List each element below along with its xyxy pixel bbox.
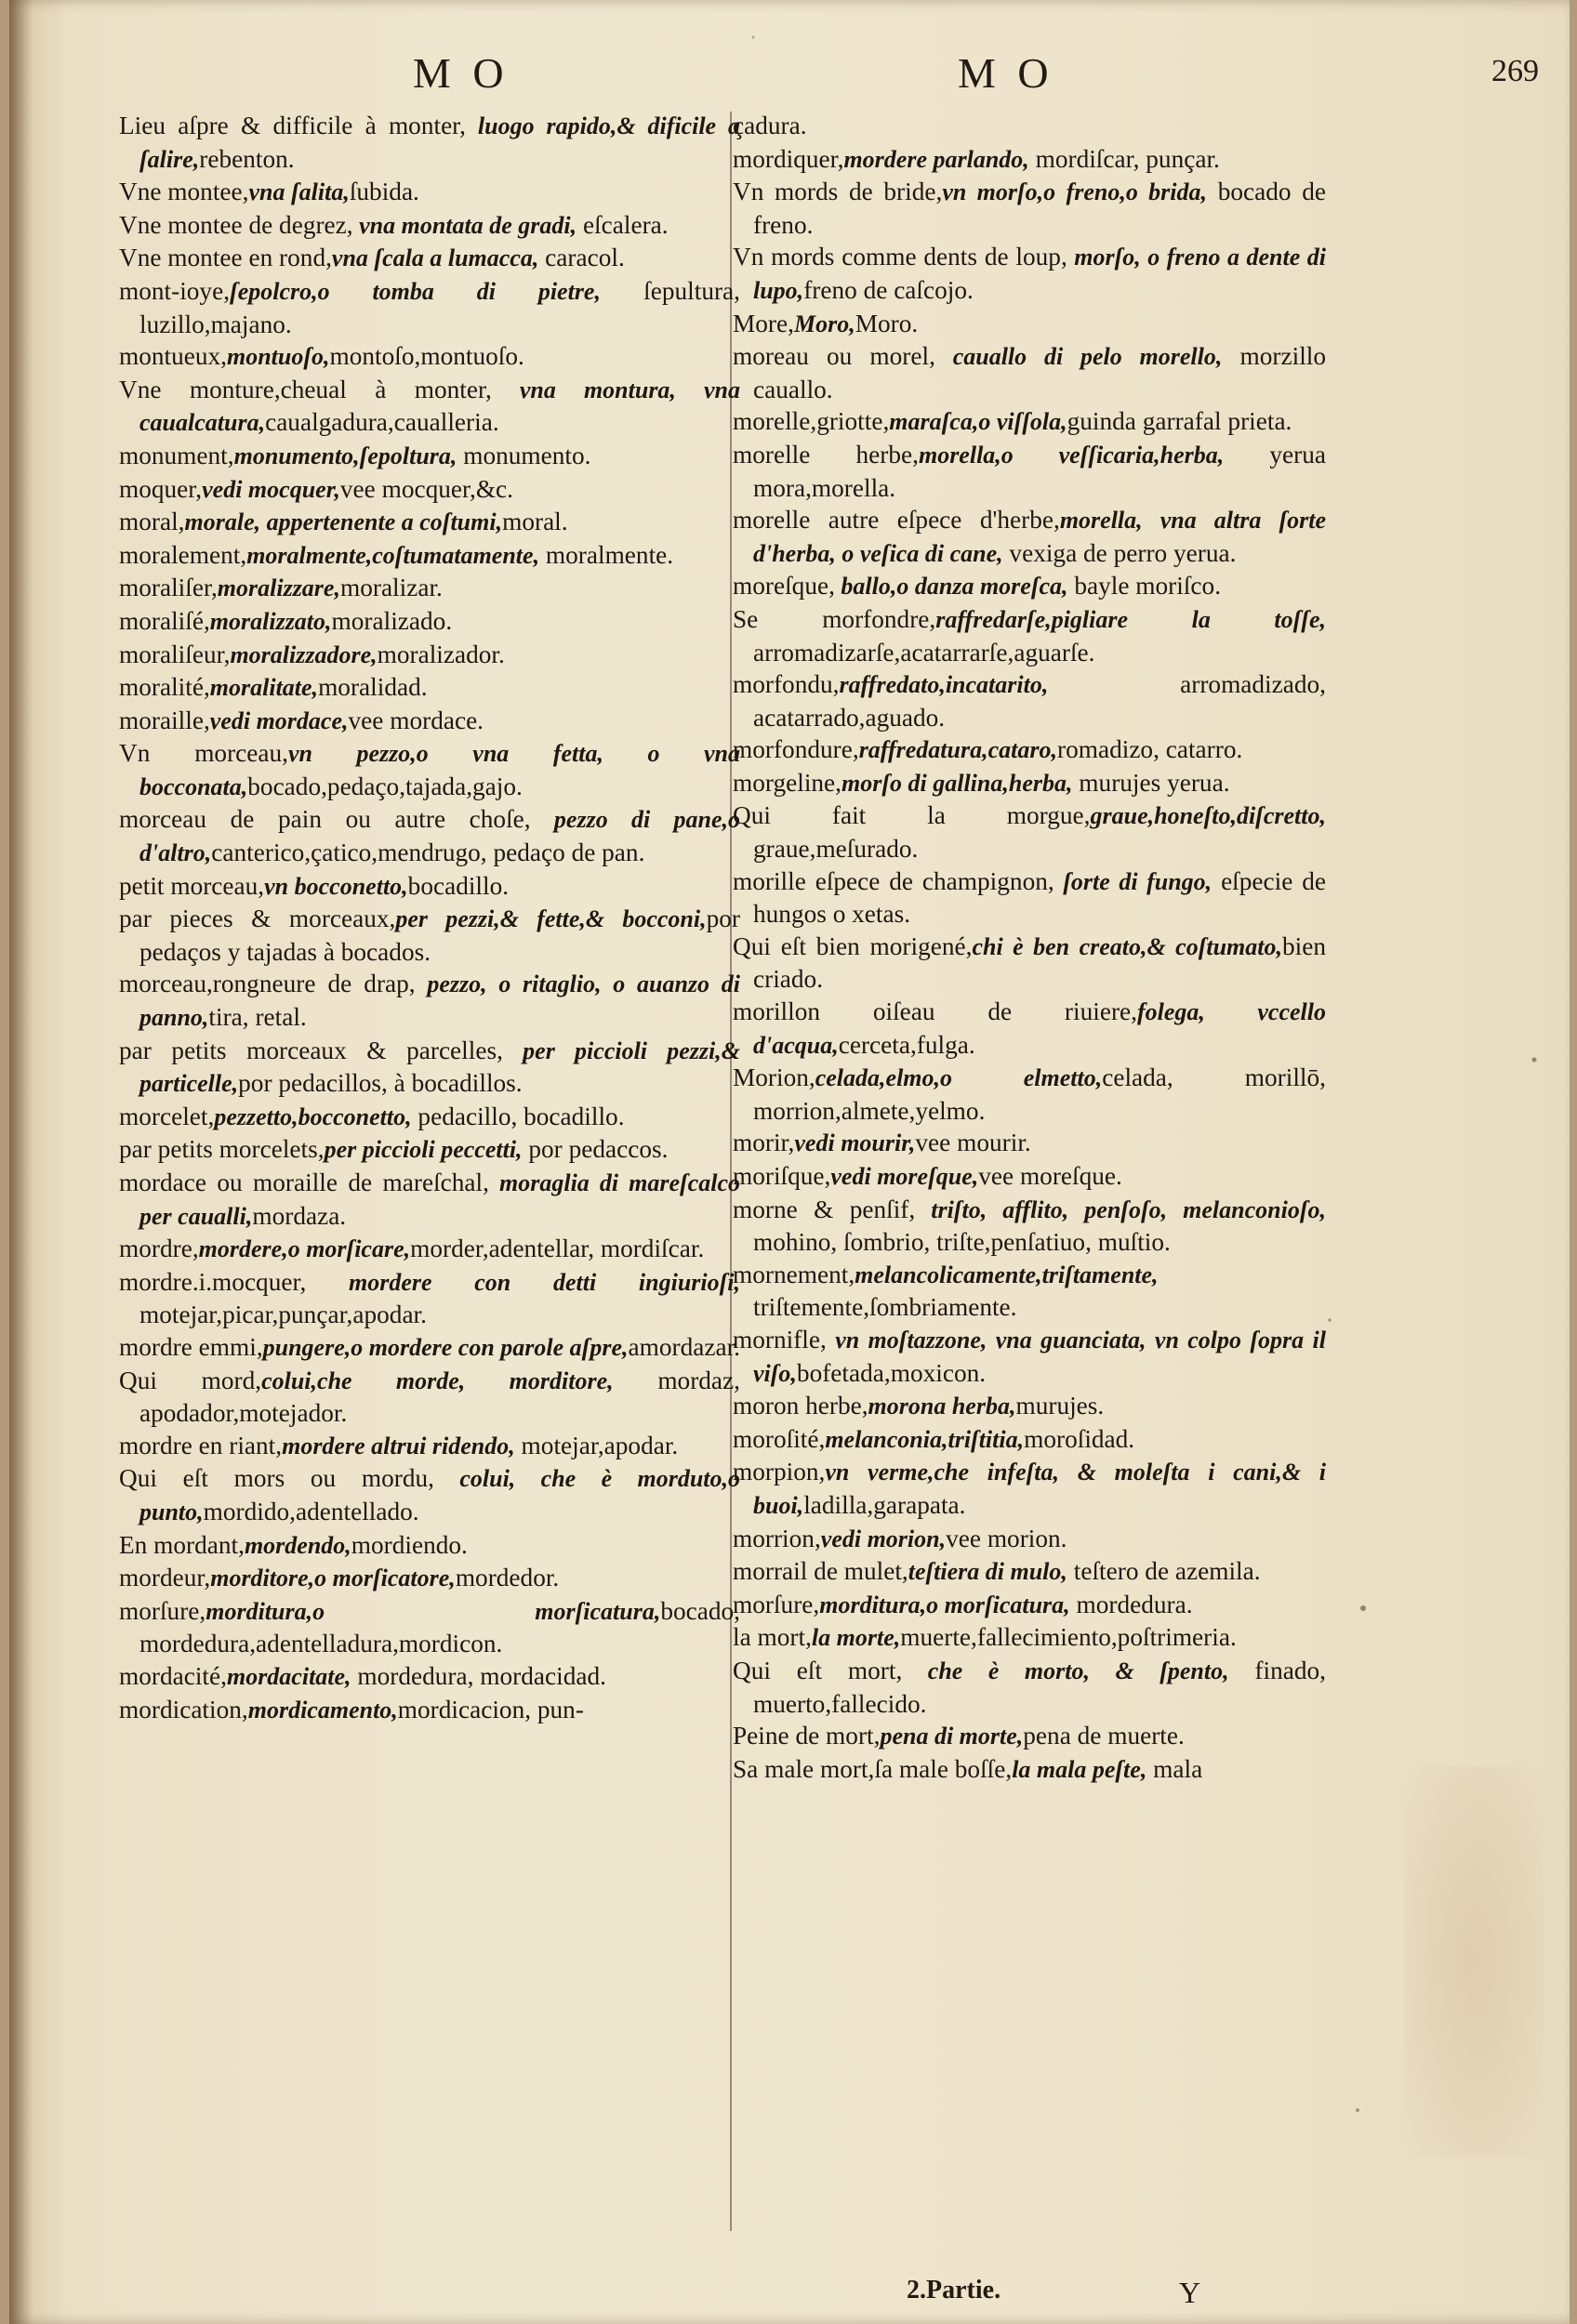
entry-italian: vedi mocquer, [202, 475, 340, 503]
dictionary-entry [119, 374, 740, 440]
entry-headword: moraliſer, [119, 574, 218, 602]
dictionary-entry [119, 1331, 740, 1365]
entry-headword: morille eſpece de champignon, [733, 866, 1054, 895]
entry-italian: vna montura, vna caualcatura, [139, 376, 740, 437]
entry-italian: vn moſtazzone, vna guanciata, vn colpo ſopra il viſo, [753, 1326, 1326, 1387]
entry-spanish: bien criado. [753, 931, 1326, 994]
entry-italian: moraglia di mareſcalco per caualli, [139, 1169, 740, 1230]
entry-spanish: arromadizado, acatarrado,aguado. [753, 670, 1326, 732]
entry-italian: ballo,o danza moreſca, [834, 573, 1068, 601]
entry-headword: Vn mords comme dents de loup, [733, 243, 1067, 271]
entry-spanish: bocado de freno. [753, 178, 1326, 239]
entry-italian: pezzo, o ritaglio, o auanzo di panno, [139, 971, 740, 1032]
entry-headword: la mort, [733, 1623, 812, 1652]
entry-headword: Qui fait la morgue, [733, 801, 1091, 830]
dictionary-entry [119, 968, 740, 1034]
entry-spanish: pena de muerte. [1023, 1722, 1185, 1750]
entry-spanish: moralizador. [377, 640, 505, 668]
entry-italian: la mala peſte, [1012, 1755, 1147, 1783]
entry-italian: vedi moreſque, [830, 1163, 979, 1190]
entry-spanish: morder,adentellar, mordiſcar. [410, 1235, 705, 1263]
entry-spanish: arromadizarſe,acatarrarſe,aguarſe. [753, 638, 1095, 667]
page-number: 269 [1491, 54, 1539, 88]
entry-italian: la morte, [811, 1624, 901, 1652]
entry-italian: mordere con detti ingiurioſi, [306, 1268, 740, 1296]
entry-spanish: por pedaccos. [522, 1135, 669, 1164]
entry-spanish: romadizo, catarro. [1057, 735, 1243, 764]
entry-italian: raffredarſe,pigliare la toſſe, [935, 605, 1326, 633]
dictionary-entry [733, 340, 1326, 405]
entry-spanish: cerceta,fulga. [838, 1030, 975, 1059]
dictionary-entry [733, 1160, 1326, 1194]
entry-italian: vn morſo,o freno,o brida, [942, 178, 1208, 206]
entry-spanish: finado, muerto,fallecido. [753, 1656, 1326, 1718]
entry-italian: vn pezzo,o vna fetta, o vna bocconata, [139, 740, 740, 800]
dictionary-entry [733, 1390, 1326, 1423]
entry-spanish: montoſo,montuoſo. [329, 342, 524, 371]
dictionary-entry [119, 506, 740, 539]
entry-italian: triſto, afflito, penſoſo, melanconioſo, [915, 1195, 1326, 1223]
entry-spanish: vee mourir. [915, 1129, 1031, 1157]
entry-spanish: mordiſcar, punçar. [1028, 144, 1220, 173]
dictionary-entry [733, 504, 1326, 570]
entry-headword: mordre.i.mocquer, [119, 1267, 307, 1296]
dictionary-entry [733, 1720, 1326, 1753]
entry-spanish: moral. [502, 508, 568, 536]
dictionary-entry [119, 1167, 740, 1233]
dictionary-entry [119, 1529, 740, 1563]
entry-italian: Moro, [793, 310, 855, 337]
entry-spanish: caracol. [538, 244, 625, 272]
entry-headword: Se morfondre, [733, 604, 936, 633]
entry-headword: Vne monture,cheual à monter, [119, 375, 492, 403]
entry-spanish: eſpecie de hungos o xetas. [753, 866, 1326, 929]
entry-spanish: mohino, ſombrio, triſte,penſatiuo, muſtio. [753, 1228, 1171, 1257]
dictionary-entry [733, 996, 1326, 1062]
entry-spanish: teſtero de azemila. [1067, 1557, 1261, 1586]
entry-headword: moralité, [119, 673, 210, 702]
entry-headword: petit morceau, [119, 871, 265, 900]
entry-headword: morelle herbe, [733, 440, 919, 469]
entry-headword: mornifle, [733, 1325, 827, 1353]
entry-spanish: moralidad. [318, 673, 428, 702]
dictionary-entry [119, 110, 740, 176]
entry-spanish: por pedaços y tajadas à bocados. [139, 905, 740, 966]
dictionary-entry [733, 1127, 1326, 1160]
dictionary-entry [733, 241, 1326, 307]
entry-headword: morcelet, [119, 1102, 215, 1130]
entry-italian: raffredatura,cataro, [858, 736, 1057, 764]
entry-headword: moral, [119, 508, 185, 536]
dictionary-entry [119, 803, 740, 869]
entry-spanish: vee mordace. [348, 706, 484, 734]
entry-italian: per piccioli peccetti, [324, 1136, 523, 1164]
dictionary-entry [119, 1660, 740, 1694]
dictionary-entry [733, 143, 1326, 177]
entry-headword: mordication, [119, 1695, 248, 1723]
entry-spanish: caualgadura,caualleria. [265, 408, 499, 437]
dictionary-entry [733, 405, 1326, 439]
entry-headword: Qui eſt mors ou mordu, [119, 1464, 434, 1493]
entry-headword: Qui mord, [119, 1366, 262, 1394]
entry-headword: moroſité, [733, 1424, 826, 1453]
entry-headword: morſure, [733, 1590, 820, 1618]
entry-italian: morona herba, [868, 1393, 1016, 1420]
dictionary-entry [119, 671, 740, 705]
entry-spanish: motejar,picar,punçar,apodar. [139, 1301, 427, 1329]
entry-italian: morditore,o morſicatore, [210, 1565, 456, 1592]
entry-headword: Vn mords de bride, [733, 178, 943, 206]
dictionary-entry [733, 865, 1326, 931]
paper-stain [1404, 1766, 1544, 2157]
entry-italian: maraſca,o viſſola, [889, 408, 1067, 436]
entry-headword: Vne montee de degrez, [119, 210, 353, 239]
entry-italian: vedi mordace, [209, 706, 349, 734]
dictionary-entry [733, 1194, 1326, 1259]
dictionary-entry [119, 242, 740, 275]
entry-italian: graue,honeſto,diſcretto, [1090, 802, 1326, 830]
entry-spanish: vee morion. [946, 1524, 1067, 1552]
entry-headword: moron herbe, [733, 1392, 868, 1420]
entry-spanish: canterico,çatico,mendrugo, pedaço de pan. [211, 838, 645, 867]
entry-italian: morella,o veſſicaria,herba, [918, 441, 1225, 469]
entry-headword: par petits morceaux & parcelles, [119, 1036, 503, 1064]
dictionary-entry [119, 1462, 740, 1528]
dictionary-entry [733, 308, 1326, 341]
left-column [119, 110, 740, 2211]
dictionary-entry [733, 1324, 1326, 1390]
entry-spanish: moralizado. [331, 606, 453, 635]
entry-spanish: murujes yerua. [1072, 768, 1230, 797]
dictionary-entry [733, 1589, 1326, 1622]
dictionary-entry [733, 1456, 1326, 1522]
entry-headword: montueux, [119, 342, 227, 371]
dictionary-entry [733, 1062, 1326, 1127]
entry-headword: morgeline, [733, 768, 842, 797]
entry-italian: morſo, o freno a dente di lupo, [753, 244, 1326, 304]
entry-headword: moraliſeur, [119, 640, 231, 668]
dictionary-entry [119, 705, 740, 738]
entry-headword: Sa male mort,ſa male boſſe, [733, 1754, 1013, 1783]
entry-italian: monumento,ſepoltura, [233, 442, 457, 469]
entry-spanish: vee mocquer,&c. [339, 474, 513, 503]
entry-italian: melanconia,triſtitia, [825, 1425, 1025, 1453]
entry-italian: vedi morion, [820, 1525, 947, 1552]
dictionary-entry [733, 668, 1326, 733]
entry-italian: per pezzi,& fette,& bocconi, [395, 905, 707, 933]
entry-headword: morpion, [733, 1458, 826, 1486]
dictionary-entry [733, 176, 1326, 241]
entry-spanish: mordedor. [455, 1564, 560, 1592]
entry-italian: mordere parlando, [843, 145, 1029, 173]
entry-headword: Vne montee en rond, [119, 244, 332, 272]
entry-headword: par pieces & morceaux, [119, 905, 396, 933]
dictionary-page [9, 0, 1570, 2324]
entry-spanish: vexiga de perro yerua. [1002, 538, 1237, 567]
entry-spanish: yerua mora,morella. [753, 440, 1326, 502]
entry-headword: mont-ioye, [119, 276, 231, 305]
running-head-right: M O [958, 49, 1054, 97]
dictionary-entry [119, 605, 740, 639]
entry-headword: Peine de mort, [733, 1722, 881, 1750]
entry-headword: morfondu, [733, 670, 840, 699]
dictionary-entry [119, 870, 740, 904]
dictionary-entry [119, 473, 740, 507]
entry-spanish: rebenton. [199, 144, 295, 173]
entry-headword: morſure, [119, 1596, 206, 1625]
dictionary-entry [119, 539, 740, 573]
entry-italian: vedi mourir, [794, 1129, 916, 1157]
entry-spanish: moralizar. [339, 574, 443, 602]
entry-headword: morne & penſif, [733, 1195, 916, 1223]
entry-spanish: mordaza. [252, 1201, 347, 1230]
entry-italian: ſepolcro,o tomba di pietre, [230, 277, 601, 305]
dictionary-entry [119, 1101, 740, 1134]
dictionary-entry [733, 767, 1326, 800]
entry-italian: morſo di gallina,herba, [842, 769, 1073, 797]
dictionary-entry [733, 931, 1326, 996]
entry-italian: morditura,o morſicatura, [819, 1591, 1070, 1618]
dictionary-entry [733, 733, 1326, 767]
entry-headword: mordre emmi, [119, 1332, 263, 1361]
entry-headword: mordre, [119, 1235, 199, 1263]
entry-headword: monument, [119, 441, 234, 469]
entry-spanish: pedacillo, bocadillo. [411, 1102, 625, 1130]
entry-spanish: ſepultura, luzillo,majano. [139, 276, 740, 338]
entry-headword: morrion, [733, 1524, 821, 1552]
entry-italian: pena di morte, [880, 1723, 1024, 1750]
entry-headword: morrail de mulet, [733, 1557, 908, 1586]
entry-headword: Vn morceau, [119, 739, 288, 768]
dictionary-entry [119, 275, 740, 340]
entry-italian: moralizzadore, [230, 640, 378, 668]
entry-italian: mordicamento, [247, 1696, 398, 1723]
dictionary-entry [119, 639, 740, 672]
entry-headword: moreſque, [733, 572, 835, 601]
entry-spanish: vee moreſque. [978, 1162, 1122, 1190]
entry-italian: moralitate, [209, 674, 319, 702]
dictionary-entry [119, 1562, 740, 1595]
entry-italian: ſorte di fungo, [1054, 867, 1213, 895]
entry-spanish: tira, retal. [208, 1003, 307, 1032]
dictionary-entry [733, 1621, 1326, 1655]
entry-italian: vna ſcala a lumacca, [331, 244, 539, 272]
entry-italian: vn bocconetto, [264, 872, 408, 900]
entry-spanish: moroſidad. [1024, 1424, 1135, 1453]
dictionary-entry [119, 1035, 740, 1101]
entry-spanish: mordedura. [1069, 1590, 1193, 1618]
entry-spanish: mordiendo. [351, 1530, 468, 1559]
entry-italian: teſtiera di mulo, [908, 1558, 1067, 1586]
entry-spanish: freno de caſcojo. [803, 275, 974, 304]
dictionary-entry [119, 1133, 740, 1167]
entry-italian: vn verme,che infeſta, & moleſta i cani,& i buoi, [753, 1459, 1326, 1519]
entry-italian: mordere,o morſicare, [198, 1235, 411, 1263]
entry-italian: folega, vccello d'acqua, [753, 998, 1326, 1059]
entry-headword: mordiquer, [733, 144, 844, 173]
entry-spanish: bocado,pedaço,tajada,gajo. [247, 772, 523, 800]
entry-spanish: morzillo cauallo. [753, 342, 1326, 403]
dictionary-entry [733, 1423, 1326, 1457]
entry-headword: mordre en riant, [119, 1431, 283, 1459]
entry-headword: mordeur, [119, 1564, 211, 1592]
entry-italian: colui, che è morduto,o punto, [139, 1465, 740, 1525]
entry-headword: More, [733, 309, 794, 337]
entry-italian: morditura,o morſicatura, [205, 1597, 661, 1625]
entry-italian: chi è ben creato,& coſtumato, [972, 932, 1282, 960]
entry-headword: Vne montee, [119, 178, 249, 206]
entry-italian: colui,che morde, morditore, [261, 1367, 614, 1394]
dictionary-entry [733, 1655, 1326, 1720]
entry-headword: mornement, [733, 1260, 855, 1288]
entry-italian: pezzo di pane,o d'altro, [139, 806, 740, 867]
entry-spanish: eſcalera. [576, 210, 669, 239]
entry-spanish: amordazar. [628, 1332, 740, 1361]
entry-italian: mordacitate, [226, 1662, 351, 1690]
dictionary-entry [733, 603, 1326, 668]
entry-spanish: muerte,fallecimiento,poſtrimeria. [900, 1623, 1237, 1652]
gutter-shadow [9, 0, 33, 2324]
entry-spanish: mala [1146, 1754, 1203, 1783]
entry-headword: Qui eſt mort, [733, 1656, 903, 1684]
entry-spanish: mordido,adentellado. [203, 1497, 419, 1525]
dictionary-entry [119, 903, 740, 968]
dictionary-entry [119, 737, 740, 803]
entry-headword: morir, [733, 1129, 795, 1157]
entry-italian: morale, appertenente a coſtumi, [184, 508, 503, 536]
entry-spanish: mordicacion, pun- [397, 1695, 584, 1723]
dictionary-entry [119, 1430, 740, 1463]
entry-headword: morelle autre eſpece d'herbe, [733, 506, 1060, 535]
dictionary-entry [119, 340, 740, 374]
entry-italian: mordendo, [244, 1531, 351, 1559]
entry-spanish: guinda garrafal prieta. [1067, 407, 1292, 436]
entry-spanish: moralmente. [539, 540, 674, 569]
entry-spanish: ſubida. [349, 178, 419, 206]
entry-italian: celada,elmo,o elmetto, [815, 1064, 1103, 1092]
entry-spanish: murujes. [1015, 1392, 1105, 1420]
dictionary-entry [119, 209, 740, 243]
entry-spanish: ladilla,garapata. [803, 1490, 966, 1519]
dictionary-entry [119, 572, 740, 605]
entry-spanish: motejar,apodar. [514, 1431, 679, 1459]
running-head-left: M O [413, 49, 510, 97]
entry-spanish: celada, morillō, morrion,almete,yelmo. [753, 1063, 1326, 1125]
entry-headword: moraille, [119, 706, 210, 734]
entry-italian: montuoſo, [227, 343, 330, 371]
entry-headword: Lieu aſpre & difficile à monter, [119, 112, 467, 139]
entry-spanish: bofetada,moxicon. [796, 1358, 987, 1387]
entry-headword: morceau,rongneure de drap, [119, 970, 416, 998]
entry-italian: mordere altrui ridendo, [282, 1432, 515, 1459]
entry-spanish: monumento. [457, 441, 591, 469]
entry-headword: En mordant, [119, 1530, 245, 1559]
dictionary-entry [733, 1523, 1326, 1556]
entry-italian: melancolicamente,triſtamente, [855, 1261, 1159, 1288]
entry-spanish: por pedacillos, à bocadillos. [238, 1069, 523, 1098]
entry-headword: moraliſé, [119, 606, 210, 635]
entry-italian: che è morto, & ſpento, [902, 1657, 1229, 1684]
entry-italian: pungere,o mordere con parole aſpre, [262, 1333, 629, 1361]
entry-headword: morfondure, [733, 735, 859, 764]
entry-spanish: bocadillo. [407, 871, 510, 900]
entry-spanish: bocado, mordedura,adentelladura,mordicon. [139, 1596, 740, 1658]
entry-headword: Qui eſt bien morigené, [733, 931, 973, 960]
entry-headword: morelle,griotte, [733, 407, 890, 436]
entry-spanish: graue,meſurado. [753, 835, 919, 864]
dictionary-entry [119, 1595, 740, 1660]
entry-headword: moralement, [119, 540, 247, 569]
entry-italian: pezzetto,bocconetto, [214, 1103, 412, 1130]
entry-headword: morceau de pain ou autre choſe, [119, 805, 531, 834]
dictionary-entry [733, 1259, 1326, 1324]
entry-italian: raffredato,incatarito, [839, 671, 1049, 699]
entry-italian: morella, vna altra ſorte d'herba, o veſica di cane, [753, 507, 1326, 567]
entry-headword: par petits morcelets, [119, 1135, 325, 1164]
dictionary-entry [119, 1233, 740, 1266]
entry-italian: vna ſalita, [248, 178, 350, 206]
entry-headword: mordacité, [119, 1661, 227, 1690]
entry-italian: luogo rapido,& dificile a ſalire, [139, 112, 740, 173]
signature-mark: Y [1179, 2276, 1201, 2309]
dictionary-entry [733, 1555, 1326, 1589]
dictionary-entry [733, 439, 1326, 504]
dictionary-entry [733, 570, 1326, 603]
dictionary-entry [119, 176, 740, 209]
dictionary-entry [733, 1753, 1326, 1787]
entry-spanish: mordaz, apodador,motejador. [139, 1366, 740, 1428]
entry-italian: moralmente,coſtumatamente, [246, 541, 540, 569]
entry-italian: cauallo di pelo morello, [934, 343, 1223, 371]
footer-part-label: 2.Partie. [907, 2276, 1001, 2304]
entry-italian: moralizzato, [209, 607, 332, 635]
column-divider [730, 112, 732, 2231]
entry-italian: moralizzare, [217, 574, 340, 602]
dictionary-entry [733, 799, 1326, 865]
dictionary-entry [119, 1266, 740, 1331]
dictionary-entry [119, 1694, 740, 1727]
dictionary-entry [119, 1365, 740, 1430]
entry-headword: moreau ou morel, [733, 342, 935, 371]
dictionary-entry [733, 110, 1326, 143]
right-column [733, 110, 1326, 2211]
entry-headword: mordace ou moraille de mareſchal, [119, 1169, 489, 1196]
entry-headword: moriſque, [733, 1162, 831, 1190]
entry-spanish: triſtemente,ſombriamente. [753, 1293, 1017, 1322]
entry-italian: vna montata de gradi, [352, 211, 577, 239]
entry-spanish: mordedura, mordacidad. [351, 1661, 606, 1690]
entry-headword: çadura. [733, 112, 807, 139]
entry-spanish: bayle moriſco. [1067, 572, 1222, 601]
entry-headword: Morion, [733, 1063, 815, 1092]
entry-italian: per piccioli pezzi,& particelle, [139, 1037, 740, 1098]
dictionary-entry [119, 440, 740, 473]
entry-spanish: Moro. [855, 309, 919, 337]
entry-headword: moquer, [119, 474, 203, 503]
entry-headword: morillon oiſeau de riuiere, [733, 997, 1137, 1026]
